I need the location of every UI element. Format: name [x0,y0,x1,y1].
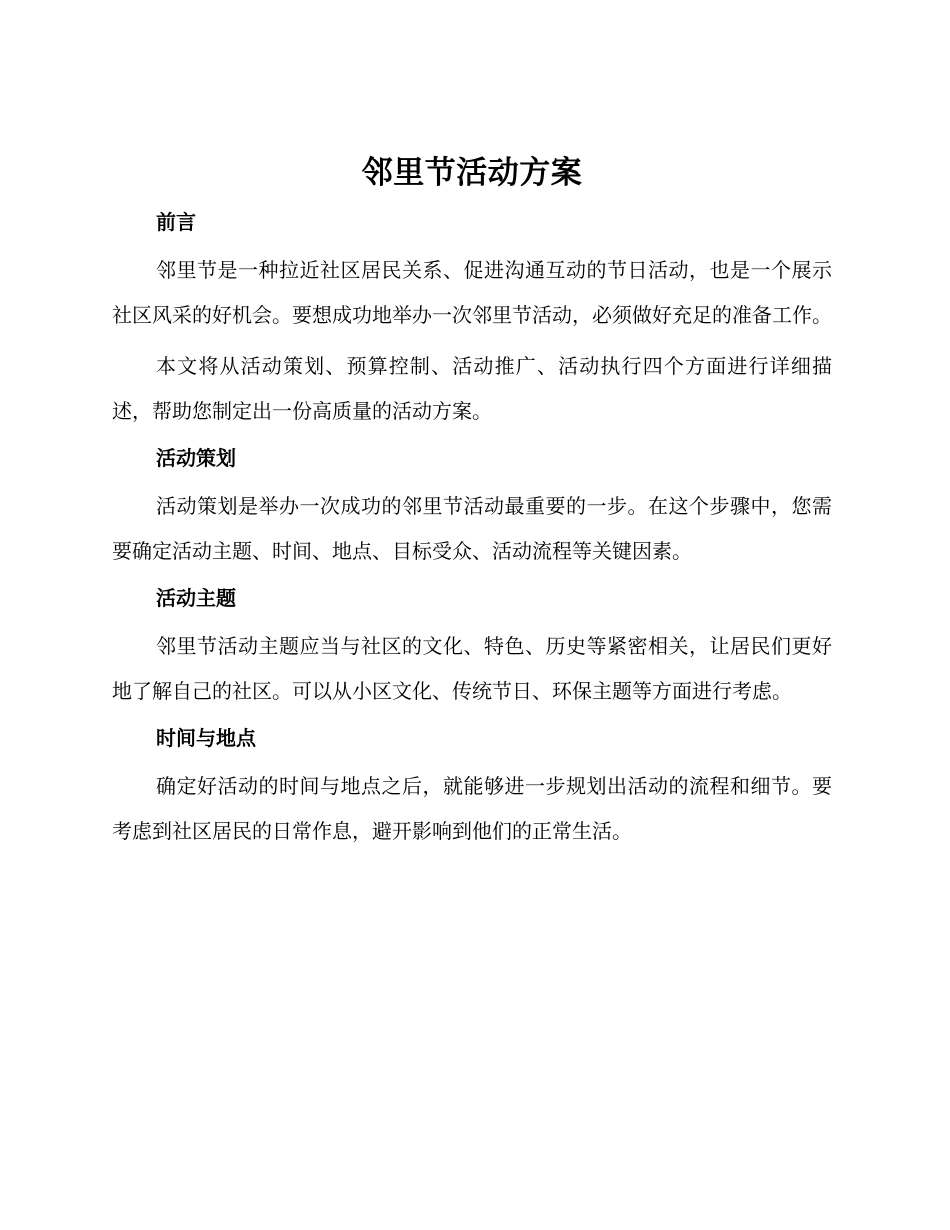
section-planning [112,444,832,574]
section-heading: 时间与地点 [156,726,256,750]
section-time-location [112,724,832,854]
section-preface [112,208,832,434]
paragraph: 确定好活动的时间与地点之后，就能够进一步规划出活动的流程和细节。要考虑到社区居民的日常作息，避开影响到他们的正常生活。 [112,774,832,843]
document-page [112,148,832,860]
section-heading: 活动主题 [156,586,236,610]
section-heading: 活动策划 [156,446,236,470]
paragraph: 活动策划是举办一次成功的邻里节活动最重要的一步。在这个步骤中，您需要确定活动主题、时间、地点、目标受众、活动流程等关键因素。 [112,494,832,563]
document-title: 邻里节活动方案 [361,155,583,191]
paragraph: 邻里节是一种拉近社区居民关系、促进沟通互动的节日活动，也是一个展示社区风采的好机会。要想成功地举办一次邻里节活动，必须做好充足的准备工作。 [112,258,832,327]
paragraph: 邻里节活动主题应当与社区的文化、特色、历史等紧密相关，让居民们更好地了解自己的社区。可以从小区文化、传统节日、环保主题等方面进行考虑。 [112,634,832,703]
section-theme [112,584,832,714]
paragraph: 本文将从活动策划、预算控制、活动推广、活动执行四个方面进行详细描述，帮助您制定出一份高质量的活动方案。 [112,354,832,423]
section-heading: 前言 [156,210,196,234]
